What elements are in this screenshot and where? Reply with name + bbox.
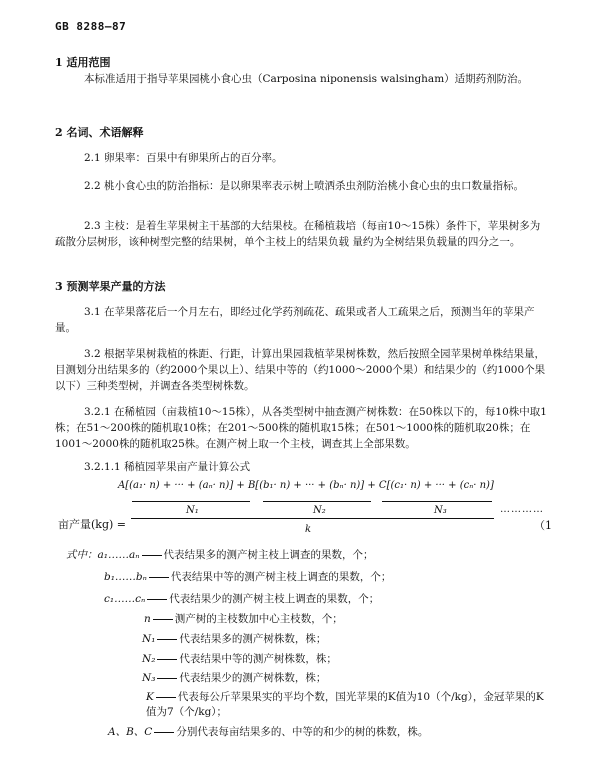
formula-denominator: k [305,524,312,535]
formula-numerator: A[(a₁· n) + ··· + (aₙ· n)] + B[(b₁· n) + ··· + (bₙ· n)] + C[(c₁· n) + ··· + (cₙ· n)] [118,480,494,491]
para-3-2-1: 3.2.1 在稀植园（亩栽植10～15株），从各类型树中抽查测产树株数：在50株以下的，每10株中取1株；在51～200株的随机取10株；在201～500株的随机取15株；在501～1000株的随机取20株；在1001～2000株的随机取25株。在测产树上取一个主枝，调查其上全部果数。 [55,406,547,450]
formula-n3: N₃ [434,505,447,516]
section-2-title: 2 名词、术语解释 [55,126,144,139]
def-row: c₁……cₙ 代表结果少的测产树主枝上调查的果数，个； [104,593,380,605]
para-3-2-1-1: 3.2.1.1 稀植园苹果亩产量计算公式 [84,461,251,473]
def-row: N₃ 代表结果少的测产树株数，株； [142,672,327,684]
def-row: A、B、C 分别代表每亩结果多的、中等的和少的树的株数，株。 [108,726,429,738]
section-1-text: 本标准适用于指导苹果园桃小食心虫（Carposina niponensis walsingham）适期药剂防治。 [84,73,529,85]
def-row: N₁ 代表结果多的测产树株数，株； [142,633,327,645]
def-row: b₁……bₙ 代表结果中等的测产树主枝上调查的果数，个； [104,571,392,583]
formula-number: （1 [534,519,552,532]
section-3-title: 3 预测苹果产量的方法 [55,280,166,293]
standard-code: GB 8288—87 [55,20,127,33]
def-row: N₂ 代表结果中等的测产树株数，株； [142,653,337,665]
fraction-rule-1 [132,501,250,502]
def-row: n 测产树的主枝数加中心主枝数，个； [144,613,343,625]
formula-n1: N₁ [186,505,199,516]
para-2-2: 2.2 桃小食心虫的防治指标：是以卵果率表示树上喷洒杀虫剂防治桃小食心虫的虫口数量指标。 [84,180,525,192]
formula-n2: N₂ [313,505,326,516]
formula-leader-dots: ………… [500,504,544,515]
def-row: K 代表每公斤苹果果实的平均个数，国光苹果的K值为10（个/kg），金冠苹果的K值为7（个/kg）； [146,691,544,718]
formula-lhs: 亩产量(kg) = [58,518,127,531]
section-1-title: 1 适用范围 [55,56,111,69]
para-2-1: 2.1 卵果率：百果中有卵果所占的百分率。 [84,152,283,164]
para-2-3: 2.3 主枝：是着生苹果树主干基部的大结果枝。在稀植栽培（每亩10～15株）条件下，苹果树多为疏散分层树形，该种树型完整的结果树，单个主枝上的结果负载 量约为全树结果负载量的四分之一。 [55,220,541,248]
def-row: 式中：a₁……aₙ 代表结果多的测产树主枝上调查的果数，个； [66,549,374,561]
fraction-main-rule [131,518,494,519]
fraction-rule-3 [382,501,492,502]
para-3-1: 3.1 在苹果落花后一个月左右，即经过化学药剂疏花、疏果或者人工疏果之后，预测当年的苹果产量。 [55,306,535,334]
para-3-2: 3.2 根据苹果树栽植的株距、行距，计算出果园栽植苹果树株数，然后按照全园苹果树单株结果量，目测划分出结果多的（约2000个果以上）、结果中等的（约1000～2000个果）和结果少的（约1000个果以下）三种类型树，并调查各类型树株数。 [55,348,546,392]
fraction-rule-2 [263,501,371,502]
